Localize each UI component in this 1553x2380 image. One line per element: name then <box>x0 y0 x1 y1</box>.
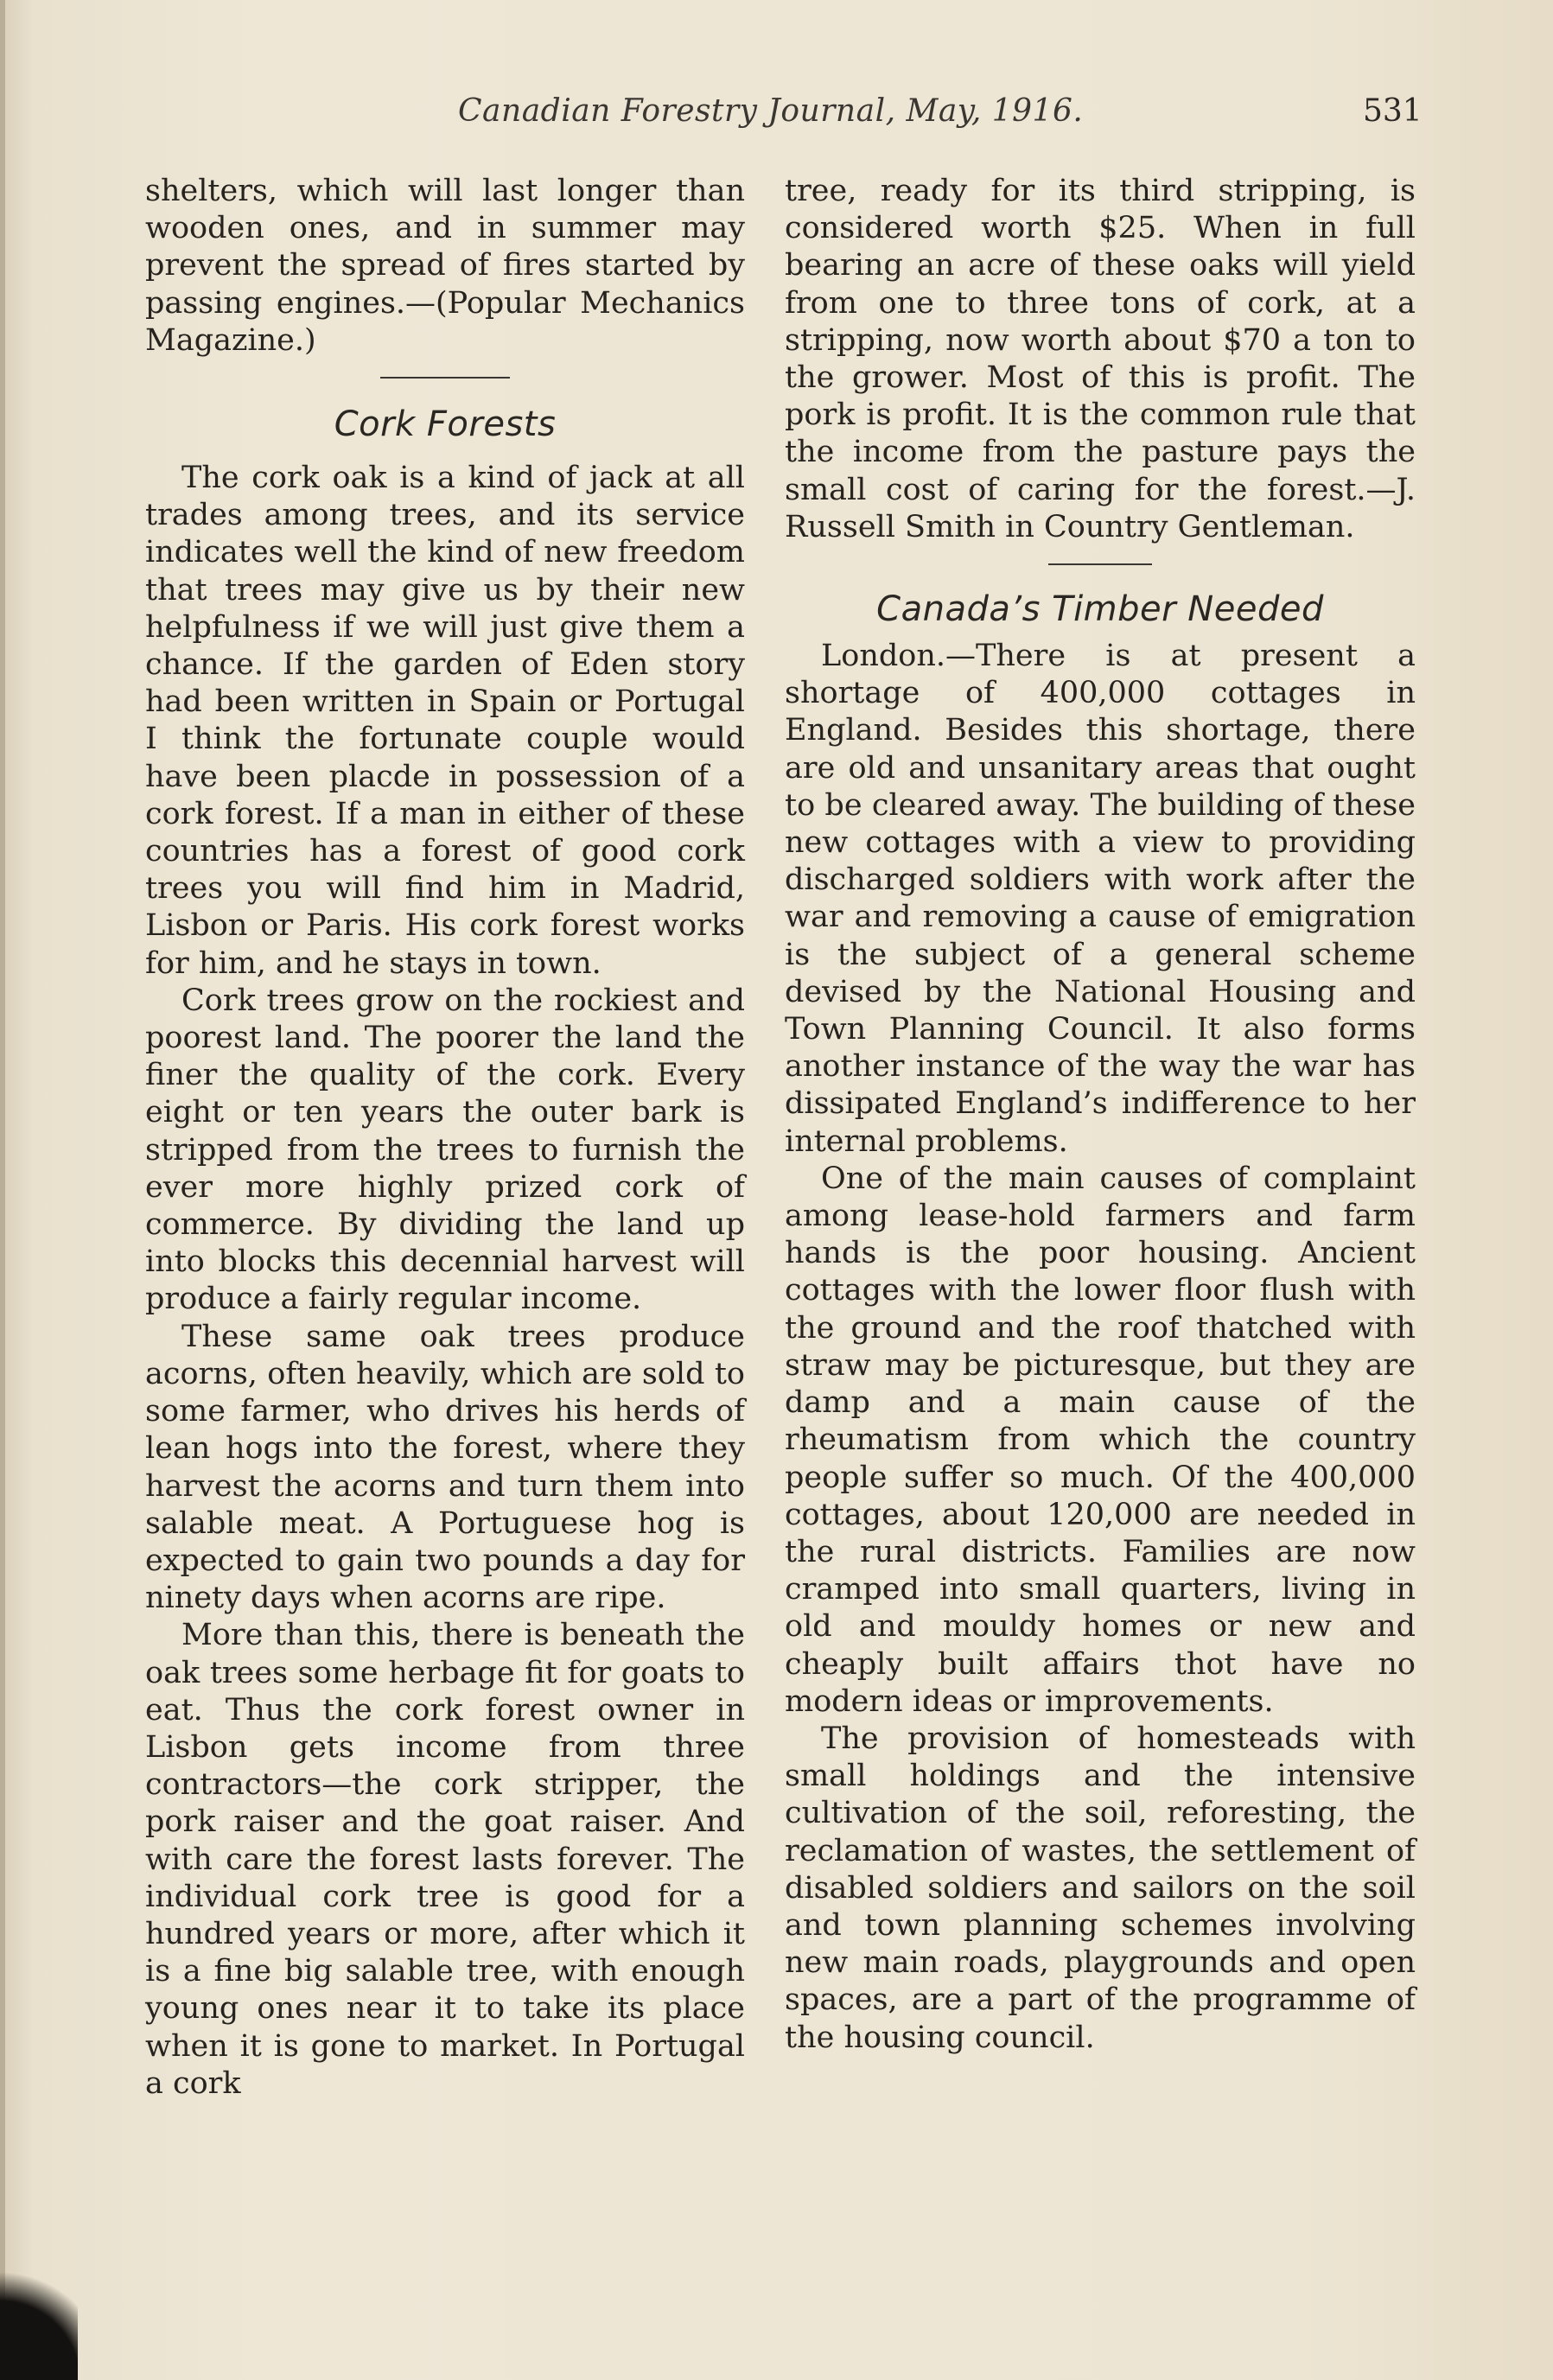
timber-paragraph-1: London.—There is at present a shortage of 400,000 cottages in England. Besides this shortage, there are old and unsanitary areas that ought to be cleared away. The building of these new cottages with a view to providing discharged soldiers with work after the war and removing a cause of emigration is the subject of a general scheme devised by the National Housing and Town Planning Council. It also forms another instance of the way the war has dissipated England’s indifference to her internal problems. <box>785 639 1416 1159</box>
article-title-cork-forests: Cork Forests <box>334 404 557 445</box>
right-column <box>785 173 1416 2057</box>
timber-paragraph-2: One of the main causes of complaint among lease-hold farmers and farm hands is the poor housing. Ancient cottages with the lower floor flush with the ground and the roof thatched with straw may be picturesque, but they are damp and a main cause of the rheumatism from which the country people suffer so much. Of the 400,000 cottages, about 120,000 are needed in the rural districts. Families are now cramped into small quarters, living in old and mouldy homes or new and cheaply built affairs thot have no modern ideas or improvements. <box>785 1161 1416 1719</box>
cork-paragraph-2: Cork trees grow on the rockiest and poorest land. The poorer the land the finer the quality of the cork. Every eight or ten years the outer bark is stripped from the trees to furnish the ever more highly prized cork of commerce. By dividing the land up into blocks this decennial harvest will produce a fairly regular income. <box>145 983 745 1317</box>
page-header <box>0 93 1553 145</box>
binding-edge <box>0 0 5 2380</box>
running-title: Canadian Forestry Journal, May, 1916. <box>458 93 1084 129</box>
article-title-canadas-timber-needed: Canada’s Timber Needed <box>876 589 1324 630</box>
cork-paragraph-1: The cork oak is a kind of jack at all trades among trees, and its service indicates well the kind of new freedom that trees may give us by their new helpfulness if we will just give them a chance. If the garden of Eden story had been written in Spain or Portugal I think the fortunate couple would have been placde in possession of a cork forest. If a man in either of these countries has a forest of good cork trees you will find him in Madrid, Lisbon or Paris. His cork forest works for him, and he stays in town. <box>145 461 745 981</box>
section-divider <box>380 377 510 379</box>
previous-article-ending: shelters, which will last longer than wooden ones, and in summer may prevent the spread of fires started by passing engines.—(Popular Mechanics Magazine.) <box>145 174 745 358</box>
page-number: 531 <box>1363 93 1423 129</box>
left-column <box>145 173 745 2103</box>
scan-shadow-corner <box>0 2259 78 2380</box>
cork-article-ending: tree, ready for its third stripping, is considered worth $25. When in full bearing an acre of these oaks will yield from one to three tons of cork, at a stripping, now worth about $70 a ton to the grower. Most of this is profit. The pork is profit. It is the common rule that the income from the pasture pays the small cost of caring for the forest.—J. Russell Smith in Country Gentleman. <box>785 174 1416 544</box>
timber-paragraph-3: The provision of homesteads with small holdings and the intensive cultivation of the soil, reforesting, the reclamation of wastes, the settlement of disabled soldiers and sailors on the soil and town planning schemes involving new main roads, playgrounds and open spaces, are a part of the programme of the housing council. <box>785 1721 1416 2055</box>
cork-paragraph-3: These same oak trees produce acorns, often heavily, which are sold to some farmer, who drives his herds of lean hogs into the forest, where they harvest the acorns and turn them into salable meat. A Portuguese hog is expected to gain two pounds a day for ninety days when acorns are ripe. <box>145 1319 745 1616</box>
cork-paragraph-4: More than this, there is beneath the oak trees some herbage fit for goats to eat. Thus the cork forest owner in Lisbon gets income from three contractors—the cork stripper, the pork raiser and the goat raiser. And with care the forest lasts forever. The individual cork tree is good for a hundred years or more, after which it is a fine big salable tree, with enough young ones near it to take its place when it is gone to market. In Portugal a cork <box>145 1618 745 2101</box>
section-divider <box>1048 563 1152 565</box>
